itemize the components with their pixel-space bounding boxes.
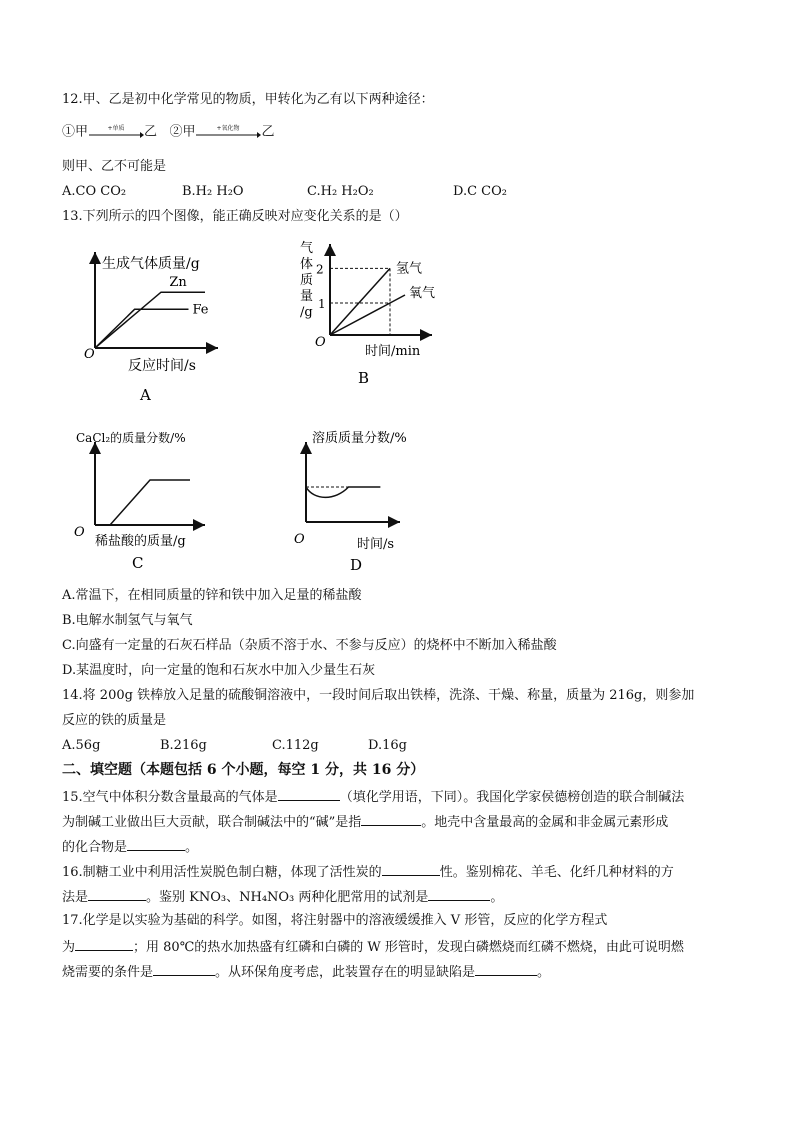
graph-a-series-label: Fe xyxy=(192,302,209,318)
graph-c-xlabel: 稀盐酸的质量/g xyxy=(95,534,186,549)
graph-a-ylabel: 生成气体质量/g xyxy=(102,256,200,272)
q15-blank-1[interactable] xyxy=(278,787,340,801)
q15-text: （填化学用语，下同）。我国化学家侯德榜创造的联合制碱法 xyxy=(339,790,685,805)
q17-text: 。 xyxy=(537,965,551,980)
q14-option-d: D.16g xyxy=(368,738,407,753)
graph-b-ylabel-char: /g xyxy=(300,305,313,320)
graph-a-xlabel: 反应时间/s xyxy=(128,358,196,374)
graph-b-ylabel-char: 气 xyxy=(300,241,314,256)
q17-line3 xyxy=(62,962,550,982)
graph-b-series-label: 氢气 xyxy=(396,261,423,277)
q17-text: ；用 80℃的热水加热盛有红磷和白磷的 W 形管时，发现白磷燃烧而红磷不燃烧，由此可说明燃 xyxy=(133,940,684,955)
q17-line2 xyxy=(62,937,684,957)
route1-start: ①甲 xyxy=(62,124,89,140)
q12-option-c: C.H₂ H₂O₂ xyxy=(307,184,374,199)
graph-a-series-label: Zn xyxy=(169,275,187,291)
q12-stem: 12.甲、乙是初中化学常见的物质，甲转化为乙有以下两种途径： xyxy=(62,92,434,107)
q13-stem: 13.下列所示的四个图像，能正确反映对应变化关系的是（） xyxy=(62,209,408,224)
route2-start: ②甲 xyxy=(169,124,196,140)
graph-b-caption: B xyxy=(358,369,370,387)
route1-end: 乙 xyxy=(144,124,158,140)
q16-text: 。鉴别 KNO₃、NH₄NO₃ 两种化肥常用的试剂是 xyxy=(146,890,429,905)
q17-line1: 17.化学是以实验为基础的科学。如图，将注射器中的溶液缓缓推入 V 形管，反应的化学方程式 xyxy=(62,913,608,928)
graph-b-xlabel: 时间/min xyxy=(365,344,421,359)
graph-a-series-0-line xyxy=(95,292,205,348)
q16-blank-1[interactable] xyxy=(382,862,440,876)
q15-line1 xyxy=(62,787,684,807)
graph-b-ylabel-char: 量 xyxy=(300,289,314,304)
graph-d-xlabel: 时间/s xyxy=(357,537,395,552)
q17-blank-1[interactable] xyxy=(75,937,133,951)
graph-a xyxy=(84,252,218,404)
q15-blank-2[interactable] xyxy=(361,812,421,826)
q15-text: 。地壳中含量最高的金属和非金属元素形成 xyxy=(421,815,669,830)
q17-blank-3[interactable] xyxy=(475,962,537,976)
q16-text: 。 xyxy=(490,890,504,905)
graph-b-ylabel-char: 质 xyxy=(300,273,314,288)
graph-c-origin: O xyxy=(74,525,85,540)
graph-b-series-label: 氧气 xyxy=(409,286,436,301)
q13-option-c: C.向盛有一定量的石灰石样品（杂质不溶于水、不参与反应）的烧杯中不断加入稀盐酸 xyxy=(62,638,557,653)
q12-option-b: B.H₂ H₂O xyxy=(182,184,244,199)
q12-option-a: A.CO CO₂ xyxy=(62,184,127,199)
q17-text: 。从环保角度考虑，此装置存在的明显缺陷是 xyxy=(215,965,476,980)
q15-text: 。 xyxy=(185,840,199,855)
graph-b-ylabel-char: 体 xyxy=(300,257,314,272)
graph-d-origin: O xyxy=(294,532,305,547)
q16-line2 xyxy=(62,887,503,907)
graph-b-ylabel xyxy=(300,241,313,320)
q17-text: 为 xyxy=(62,940,76,955)
route1-condition: +单质 xyxy=(107,125,125,132)
q16-blank-3[interactable] xyxy=(428,887,490,901)
graph-a-series-1-line xyxy=(95,309,189,348)
route2-end: 乙 xyxy=(261,124,275,140)
q14-option-b: B.216g xyxy=(160,738,207,753)
graph-b-origin: O xyxy=(315,335,326,350)
graph-a-origin: O xyxy=(84,347,95,362)
q16-line1 xyxy=(62,862,674,882)
section-title: 二、填空题（本题包括 6 个小题，每空 1 分，共 16 分） xyxy=(62,762,425,778)
q13-option-b: B.电解水制氢气与氧气 xyxy=(62,613,193,628)
q16-blank-2[interactable] xyxy=(88,887,146,901)
q17-blank-2[interactable] xyxy=(153,962,215,976)
q14-line1: 14.将 200g 铁棒放入足量的硫酸铜溶液中，一段时间后取出铁棒，洗涤、干燥、称量，质量为 216g，则参加 xyxy=(62,688,695,703)
q15-text: 的化合物是 xyxy=(62,840,128,855)
graph-c xyxy=(74,430,205,572)
q15-blank-3[interactable] xyxy=(127,837,185,851)
graph-b-ytick-1: 1 xyxy=(318,297,326,311)
graph-d-series-line xyxy=(306,487,380,497)
graph-d xyxy=(294,430,407,574)
q12-prompt: 则甲、乙不可能是 xyxy=(62,159,167,174)
q14-option-a: A.56g xyxy=(62,738,101,753)
q17-text: 烧需要的条件是 xyxy=(62,965,154,980)
q12-option-d: D.C CO₂ xyxy=(453,184,507,199)
q12-options xyxy=(62,183,507,201)
graph-a-caption: A xyxy=(140,386,151,404)
route2-arrow xyxy=(195,123,261,141)
q16-text: 16.制糖工业中利用活性炭脱色制白糖，体现了活性炭的 xyxy=(62,865,382,880)
q13-option-a: A.常温下，在相同质量的锌和铁中加入足量的稀盐酸 xyxy=(62,588,362,603)
q15-line2 xyxy=(62,812,668,832)
q14-line2: 反应的铁的质量是 xyxy=(62,713,167,728)
q15-text: 15.空气中体积分数含量最高的气体是 xyxy=(62,790,278,805)
graph-c-series-0-line xyxy=(95,480,190,525)
graph-b-series-0-line xyxy=(330,268,390,335)
q15-text: 为制碱工业做出巨大贡献，联合制碱法中的“碱”是指 xyxy=(62,815,362,830)
graph-b-series-1-line xyxy=(330,295,405,335)
graph-d-ylabel: 溶质质量分数/% xyxy=(312,431,407,446)
q16-text: 性。鉴别棉花、羊毛、化纤几种材料的方 xyxy=(439,865,674,880)
graph-b-ytick-2: 2 xyxy=(316,262,324,277)
q16-text: 法是 xyxy=(62,890,89,905)
route2-condition: +氧化物 xyxy=(216,125,240,132)
graph-c-caption: C xyxy=(132,554,144,572)
q13-option-d: D.某温度时，向一定量的饱和石灰水中加入少量生石灰 xyxy=(62,663,376,678)
q13-graphs xyxy=(0,230,794,590)
route1-arrow xyxy=(88,123,144,141)
graph-c-ylabel: CaCl₂的质量分数/% xyxy=(76,431,186,445)
q14-options xyxy=(62,737,407,755)
q12-routes xyxy=(62,123,274,142)
graph-d-caption: D xyxy=(350,556,363,574)
q15-line3 xyxy=(62,837,198,857)
q14-option-c: C.112g xyxy=(272,738,319,753)
